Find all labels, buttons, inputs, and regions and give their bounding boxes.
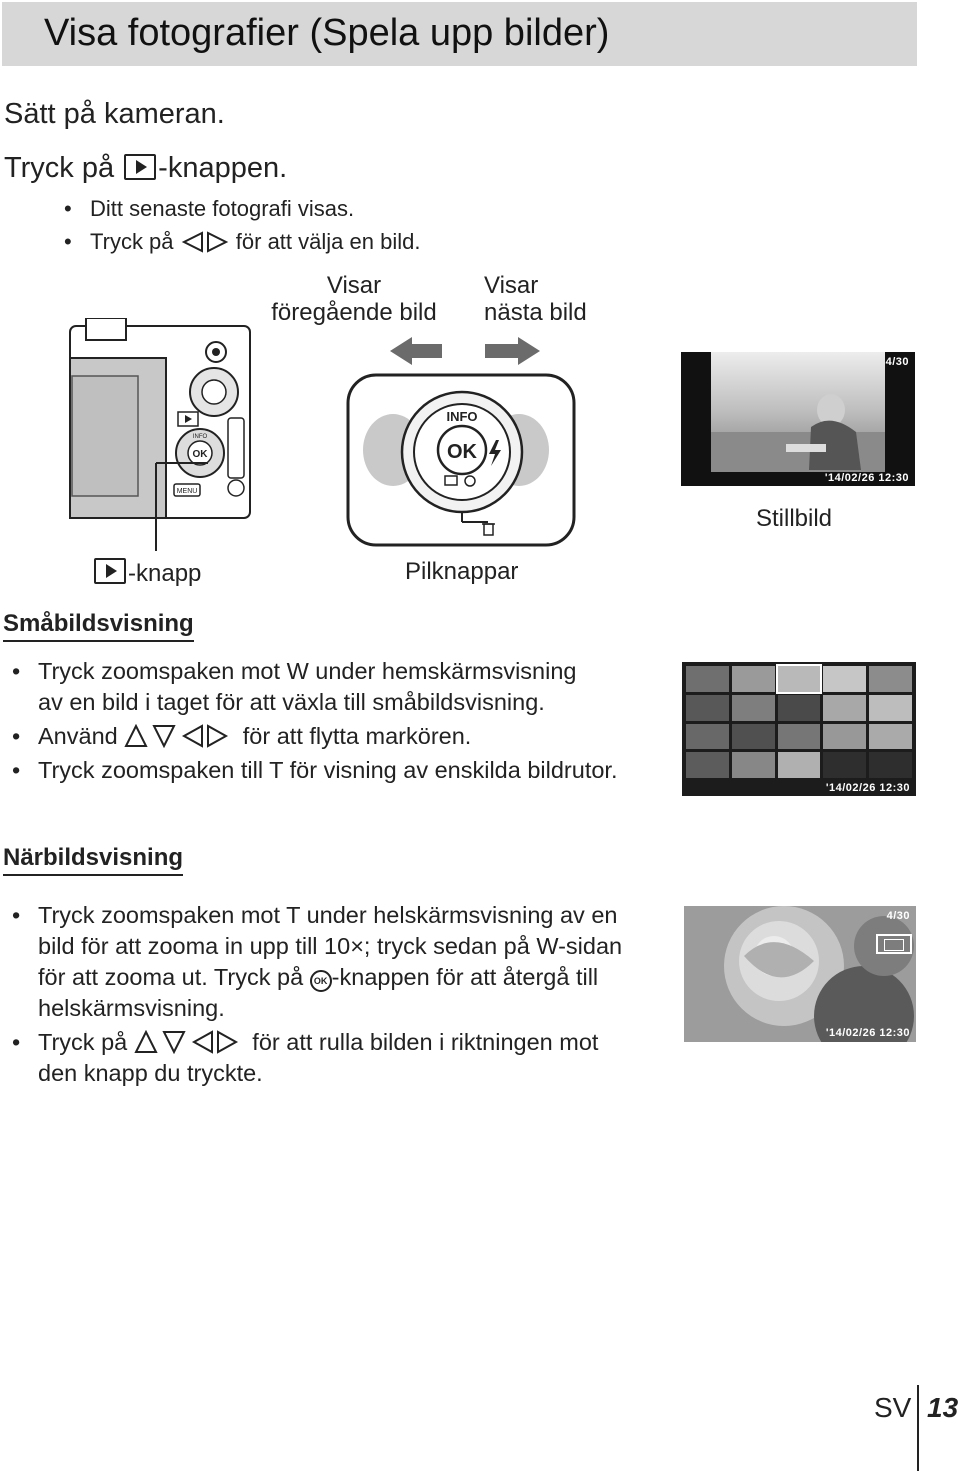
- thumbnail: [686, 752, 729, 778]
- still-date: '14/02/26 12:30: [824, 472, 909, 484]
- thumbnail: [869, 752, 912, 778]
- index-line-3: [38, 721, 471, 752]
- dial-info-text: INFO: [446, 409, 478, 424]
- next-label-line2: nästa bild: [484, 299, 587, 326]
- bullet-select-image: [90, 229, 420, 255]
- index-line-4: • Tryck zoomspaken till T för visning av enskilda bildrutor.: [38, 755, 617, 786]
- thumbnail-grid: [686, 666, 912, 778]
- closeup-line-1: • Tryck zoomspaken mot T under helskärmsvisning av en: [38, 900, 617, 931]
- thumbnail-selected: [778, 666, 821, 692]
- next-image-label: [484, 272, 587, 326]
- thumbnail-date: '14/02/26 12:30: [825, 782, 910, 794]
- step-2-prefix: Tryck på: [4, 152, 115, 184]
- arrow-buttons-label: Pilknappar: [405, 558, 519, 585]
- closeup-line-3-prefix: för att zooma ut. Tryck på: [38, 964, 304, 990]
- thumbnail: [823, 695, 866, 721]
- prev-next-arrows-icon: [390, 335, 540, 367]
- step-2-suffix: -knappen.: [158, 152, 288, 184]
- thumbnail: [778, 695, 821, 721]
- play-icon: [94, 558, 126, 584]
- arrow-pad-zoom-icon: [345, 372, 577, 548]
- still-image-label: Stillbild: [756, 505, 833, 532]
- thumbnail: [778, 752, 821, 778]
- bullet-select-prefix: Tryck på: [90, 229, 174, 254]
- closeup-line-2: bild för att zooma in upp till 10×; tryck sedan på W-sidan: [38, 933, 623, 959]
- closeup-line-3-suffix: -knappen för att återgå till: [331, 964, 599, 990]
- play-button-pointer: [150, 455, 250, 555]
- index-view-heading: Småbildsvisning: [3, 610, 194, 642]
- closeup-line-3: [38, 962, 598, 993]
- footer-divider: [917, 1385, 919, 1471]
- still-counter: 4/30: [885, 356, 909, 368]
- play-icon: [124, 154, 156, 180]
- index-view-photo: [682, 662, 916, 796]
- closeup-view-heading: Närbildsvisning: [3, 844, 183, 876]
- page-title: Visa fotografier (Spela upp bilder): [44, 12, 610, 54]
- thumbnail: [686, 724, 729, 750]
- rose-scene: [684, 906, 916, 1042]
- play-button-label: [92, 558, 201, 587]
- closeup-view-photo: [684, 906, 916, 1042]
- left-right-arrows-icon: [180, 229, 236, 254]
- four-way-arrows-icon: [124, 723, 243, 749]
- prev-image-label: [266, 272, 442, 326]
- still-image-scene: [681, 352, 915, 486]
- step-2: [4, 152, 287, 185]
- index-line-1: • Tryck zoomspaken mot W under hemskärmsvisning: [38, 656, 577, 687]
- index-line-3-suffix: för att flytta markören.: [242, 723, 472, 749]
- closeup-line-4: helskärmsvisning.: [38, 995, 225, 1021]
- thumbnail: [686, 695, 729, 721]
- language-code: SV: [874, 1392, 912, 1423]
- camera-info-text: INFO: [192, 434, 208, 440]
- next-label-line1: Visar: [484, 272, 539, 299]
- closeup-line-5: [38, 1027, 598, 1058]
- thumbnail: [732, 752, 775, 778]
- step-1: Sätt på kameran.: [4, 98, 225, 130]
- closeup-view-list: [38, 900, 678, 1090]
- bullet-select-suffix: för att välja en bild.: [235, 229, 421, 254]
- thumbnail: [869, 666, 912, 692]
- thumbnail: [732, 724, 775, 750]
- thumbnail: [778, 724, 821, 750]
- ok-button-icon: OK: [310, 970, 332, 992]
- prev-label-line2: föregående bild: [271, 299, 437, 326]
- closeup-line-5-suffix: för att rulla bilden i riktningen mot: [252, 1029, 599, 1055]
- page-number: 13: [927, 1392, 959, 1423]
- thumbnail: [823, 666, 866, 692]
- thumbnail: [732, 666, 775, 692]
- thumbnail: [686, 666, 729, 692]
- camera-menu-text: MENU: [176, 488, 198, 495]
- thumbnail: [823, 752, 866, 778]
- prev-label-line1: Visar: [326, 272, 382, 299]
- thumbnail: [732, 695, 775, 721]
- thumbnail: [823, 724, 866, 750]
- play-button-suffix: -knapp: [128, 560, 202, 587]
- closeup-date: '14/02/26 12:30: [825, 1027, 910, 1039]
- closeup-line-5-prefix: Tryck på: [38, 1029, 128, 1055]
- closeup-line-6: den knapp du tryckte.: [38, 1060, 263, 1086]
- still-image-photo: [681, 352, 915, 486]
- zoom-position-indicator: [876, 934, 912, 954]
- thumbnail: [869, 724, 912, 750]
- four-way-arrows-icon: [134, 1029, 253, 1055]
- camera-ok-text: OK: [192, 449, 208, 460]
- bullet-latest-photo: • Ditt senaste fotografi visas.: [90, 196, 354, 222]
- index-line-3-prefix: Använd: [38, 723, 118, 749]
- thumbnail: [869, 695, 912, 721]
- dial-ok-text: OK: [447, 441, 477, 463]
- closeup-counter: 4/30: [886, 910, 910, 922]
- index-line-2: av en bild i taget för att växla till småbildsvisning.: [38, 689, 545, 715]
- index-view-list: [38, 656, 678, 796]
